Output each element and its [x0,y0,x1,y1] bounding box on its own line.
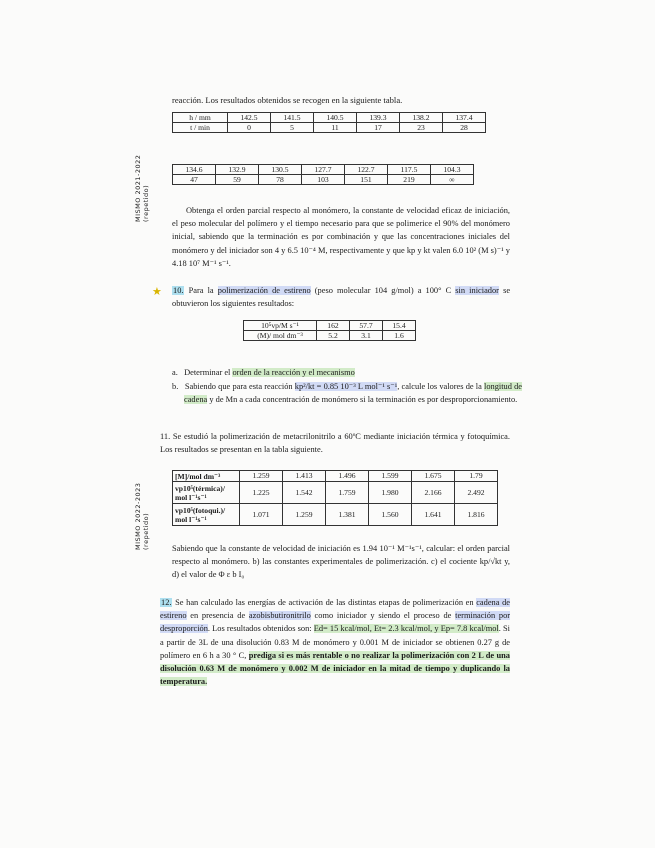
table-row-label: [M]/mol dm⁻³ [173,471,240,482]
q10-highlight-styrene: polimerización de estireno [217,286,311,295]
table-methacrylonitrile [172,470,498,526]
table-cell: 151 [345,175,388,185]
margin-handwritten-note: MISMO 2021-2022 (repetido) [134,154,150,222]
table-cell: 1.071 [240,504,283,526]
question-11-after: Sabiendo que la constante de velocidad de iniciación es 1.94 10⁻¹ M⁻¹s⁻¹, calcular: el orden parcial respecto al monómero. b) las constantes experimentales de polimerización. c) el cociente kp/√kt y, d) el valor de Φ ε b I₀ [172,544,510,580]
table-cell: 11 [314,123,357,133]
table-cell: 1.6 [383,331,416,341]
q10b-mark: b. [172,382,179,391]
table-cell: 103 [302,175,345,185]
table-cell: 1.675 [412,471,455,482]
table-cell: 1.641 [412,504,455,526]
question-10a [172,366,510,379]
table-cell: 219 [388,175,431,185]
table-cell: 15.4 [383,321,416,331]
table-cell: 130.5 [259,165,302,175]
cell-h-label: h / mm [173,113,228,123]
cell-t-label: t / min [173,123,228,133]
q10a-pre: Determinar el [184,368,231,377]
table-cell: 2.492 [455,482,498,504]
margin-handwritten-note-2: MISMO 2022-2023 (repetido) [134,482,150,550]
table-row-label: (M)/ mol dm⁻³ [244,331,317,341]
question-10-number: 10. [173,286,184,295]
table-row-label: 10⁵vp/M s⁻¹ [244,321,317,331]
table-cell: 23 [400,123,443,133]
table-cell: 1.980 [369,482,412,504]
table-cell: 0 [228,123,271,133]
q12-mid3: . Los resultados obtenidos son: [207,624,312,634]
table-cell: 3.1 [350,331,383,341]
table-cell: 142.5 [228,113,271,123]
q12-mid4: . Si a partir de 3L de una disolución 0.83 M de monómero y 0.001 M de iniciador se obtienen 0.27 g de polímero en 6 h a 30 ° C, [160,624,510,660]
question-12-number: 12. [161,598,172,607]
table-cell: 132.9 [216,165,259,175]
table-cell: 1.816 [455,504,498,526]
question-10-text [172,284,510,310]
question-9-text: Obtenga el orden parcial respecto al monómero, la constante de velocidad eficaz de iniciación, el peso molecular del polímero y el tiempo necesario para que se polimerice el 90% del monómero inicial, sabiendo que la terminación es por combinación y que las concentraciones iniciales del monómero y del iniciador son 4 y 6.5 10⁻⁴ M, respectivamente y que kp y kt valen 6.0 10² (M s)⁻¹ y 4.18 10⁷ M⁻¹ s⁻¹. [172,206,510,268]
q10b-pre: Sabiendo que para esta reacción [184,382,293,391]
table-cell: 138.2 [400,113,443,123]
question-12-text [160,596,510,688]
q12-highlight-styrene: cadena de estireno [160,598,511,621]
table-cell: 1.225 [240,482,283,504]
question-10b [172,380,522,406]
q12-mid1: en presencia de [190,611,246,621]
table-cell: 1.560 [369,504,412,526]
q12-highlight-energies: Ed= 15 kcal/mol, Et= 2.3 kcal/mol, y Ep= 7.8 kcal/mol [313,624,499,634]
table-cell: 5 [271,123,314,133]
table-cell: 140.5 [314,113,357,123]
q12-highlight-termination: terminación por desproporción [160,611,511,634]
intro-text: reacción. Los resultados obtenidos se recogen en la siguiente tabla. [172,95,403,105]
table-cell: 117.5 [388,165,431,175]
question-11-text: 11. Se estudió la polimerización de metacrilonitrilo a 60ºC mediante iniciación térmica y fotoquímica. Los resultados se presentan en la tabla siguiente. [160,432,510,455]
q10b-rest: y de Mn a cada concentración de monómero si la terminación es por desproporcionamiento. [209,395,518,405]
table-cell: 5.2 [317,331,350,341]
table-cell: 162 [317,321,350,331]
table-cell: 134.6 [173,165,216,175]
table-cell: 137.4 [443,113,486,123]
q10-pre: Para la [188,286,214,295]
table-cell: 1.381 [326,504,369,526]
q10a-mark: a. [172,368,178,377]
q10-post: se obtuvieron los siguientes resultados: [172,286,511,309]
table-cell: 59 [216,175,259,185]
table-height-time-1 [172,112,486,133]
table-cell: 2.166 [412,482,455,504]
q12-pre: Se han calculado las energías de activación de las distintas etapas de polimerización en [175,598,474,607]
table-rate-concentration [243,320,416,341]
table-cell: 1.79 [455,471,498,482]
table-cell: 104.3 [431,165,474,175]
q12-highlight-initiator: azobisbutironitrilo [248,611,311,621]
table-cell: 1.413 [283,471,326,482]
table-cell: 1.599 [369,471,412,482]
table-cell: 1.496 [326,471,369,482]
table-height-time-2 [172,164,474,185]
table-cell: 28 [443,123,486,133]
table-row-label: vp10⁵(fotoqui.)/ mol l⁻¹s⁻¹ [173,504,240,526]
table-cell: 1.542 [283,482,326,504]
table-cell: 141.5 [271,113,314,123]
table-cell: 122.7 [345,165,388,175]
q10b-post: , calcule los valores de la [397,382,482,391]
table-cell: 1.259 [283,504,326,526]
table-cell: ∞ [431,175,474,185]
q10b-highlight-chain: longitud de cadena [184,382,523,405]
table-cell: 1.259 [240,471,283,482]
table-cell: 1.759 [326,482,369,504]
table-row-label: vp10⁵(térmica)/ mol l⁻¹s⁻¹ [173,482,240,504]
table-cell: 17 [357,123,400,133]
q10-mid: (peso molecular 104 g/mol) a 100° C [314,286,452,295]
table-cell: 127.7 [302,165,345,175]
table-cell: 78 [259,175,302,185]
q12-bold-question: prediga si es más rentable o no realizar la polimerización con 2 L de una disolución 0.63 M de monómero y 0.002 M de iniciador en la mitad de tiempo y duplicando la temperatura. [160,650,510,687]
q10a-highlight: orden de la reacción y el mecanismo [232,368,355,377]
q12-mid2: como iniciador y siendo el proceso de [314,611,452,621]
star-icon: ★ [152,285,162,298]
table-cell: 47 [173,175,216,185]
q10b-highlight-ratio: kp²/kt = 0.85 10⁻³ L mol⁻¹ s⁻¹ [294,382,398,391]
table-cell: 57.7 [350,321,383,331]
q10-highlight-no-initiator: sin iniciador [455,286,499,295]
table-cell: 139.3 [357,113,400,123]
